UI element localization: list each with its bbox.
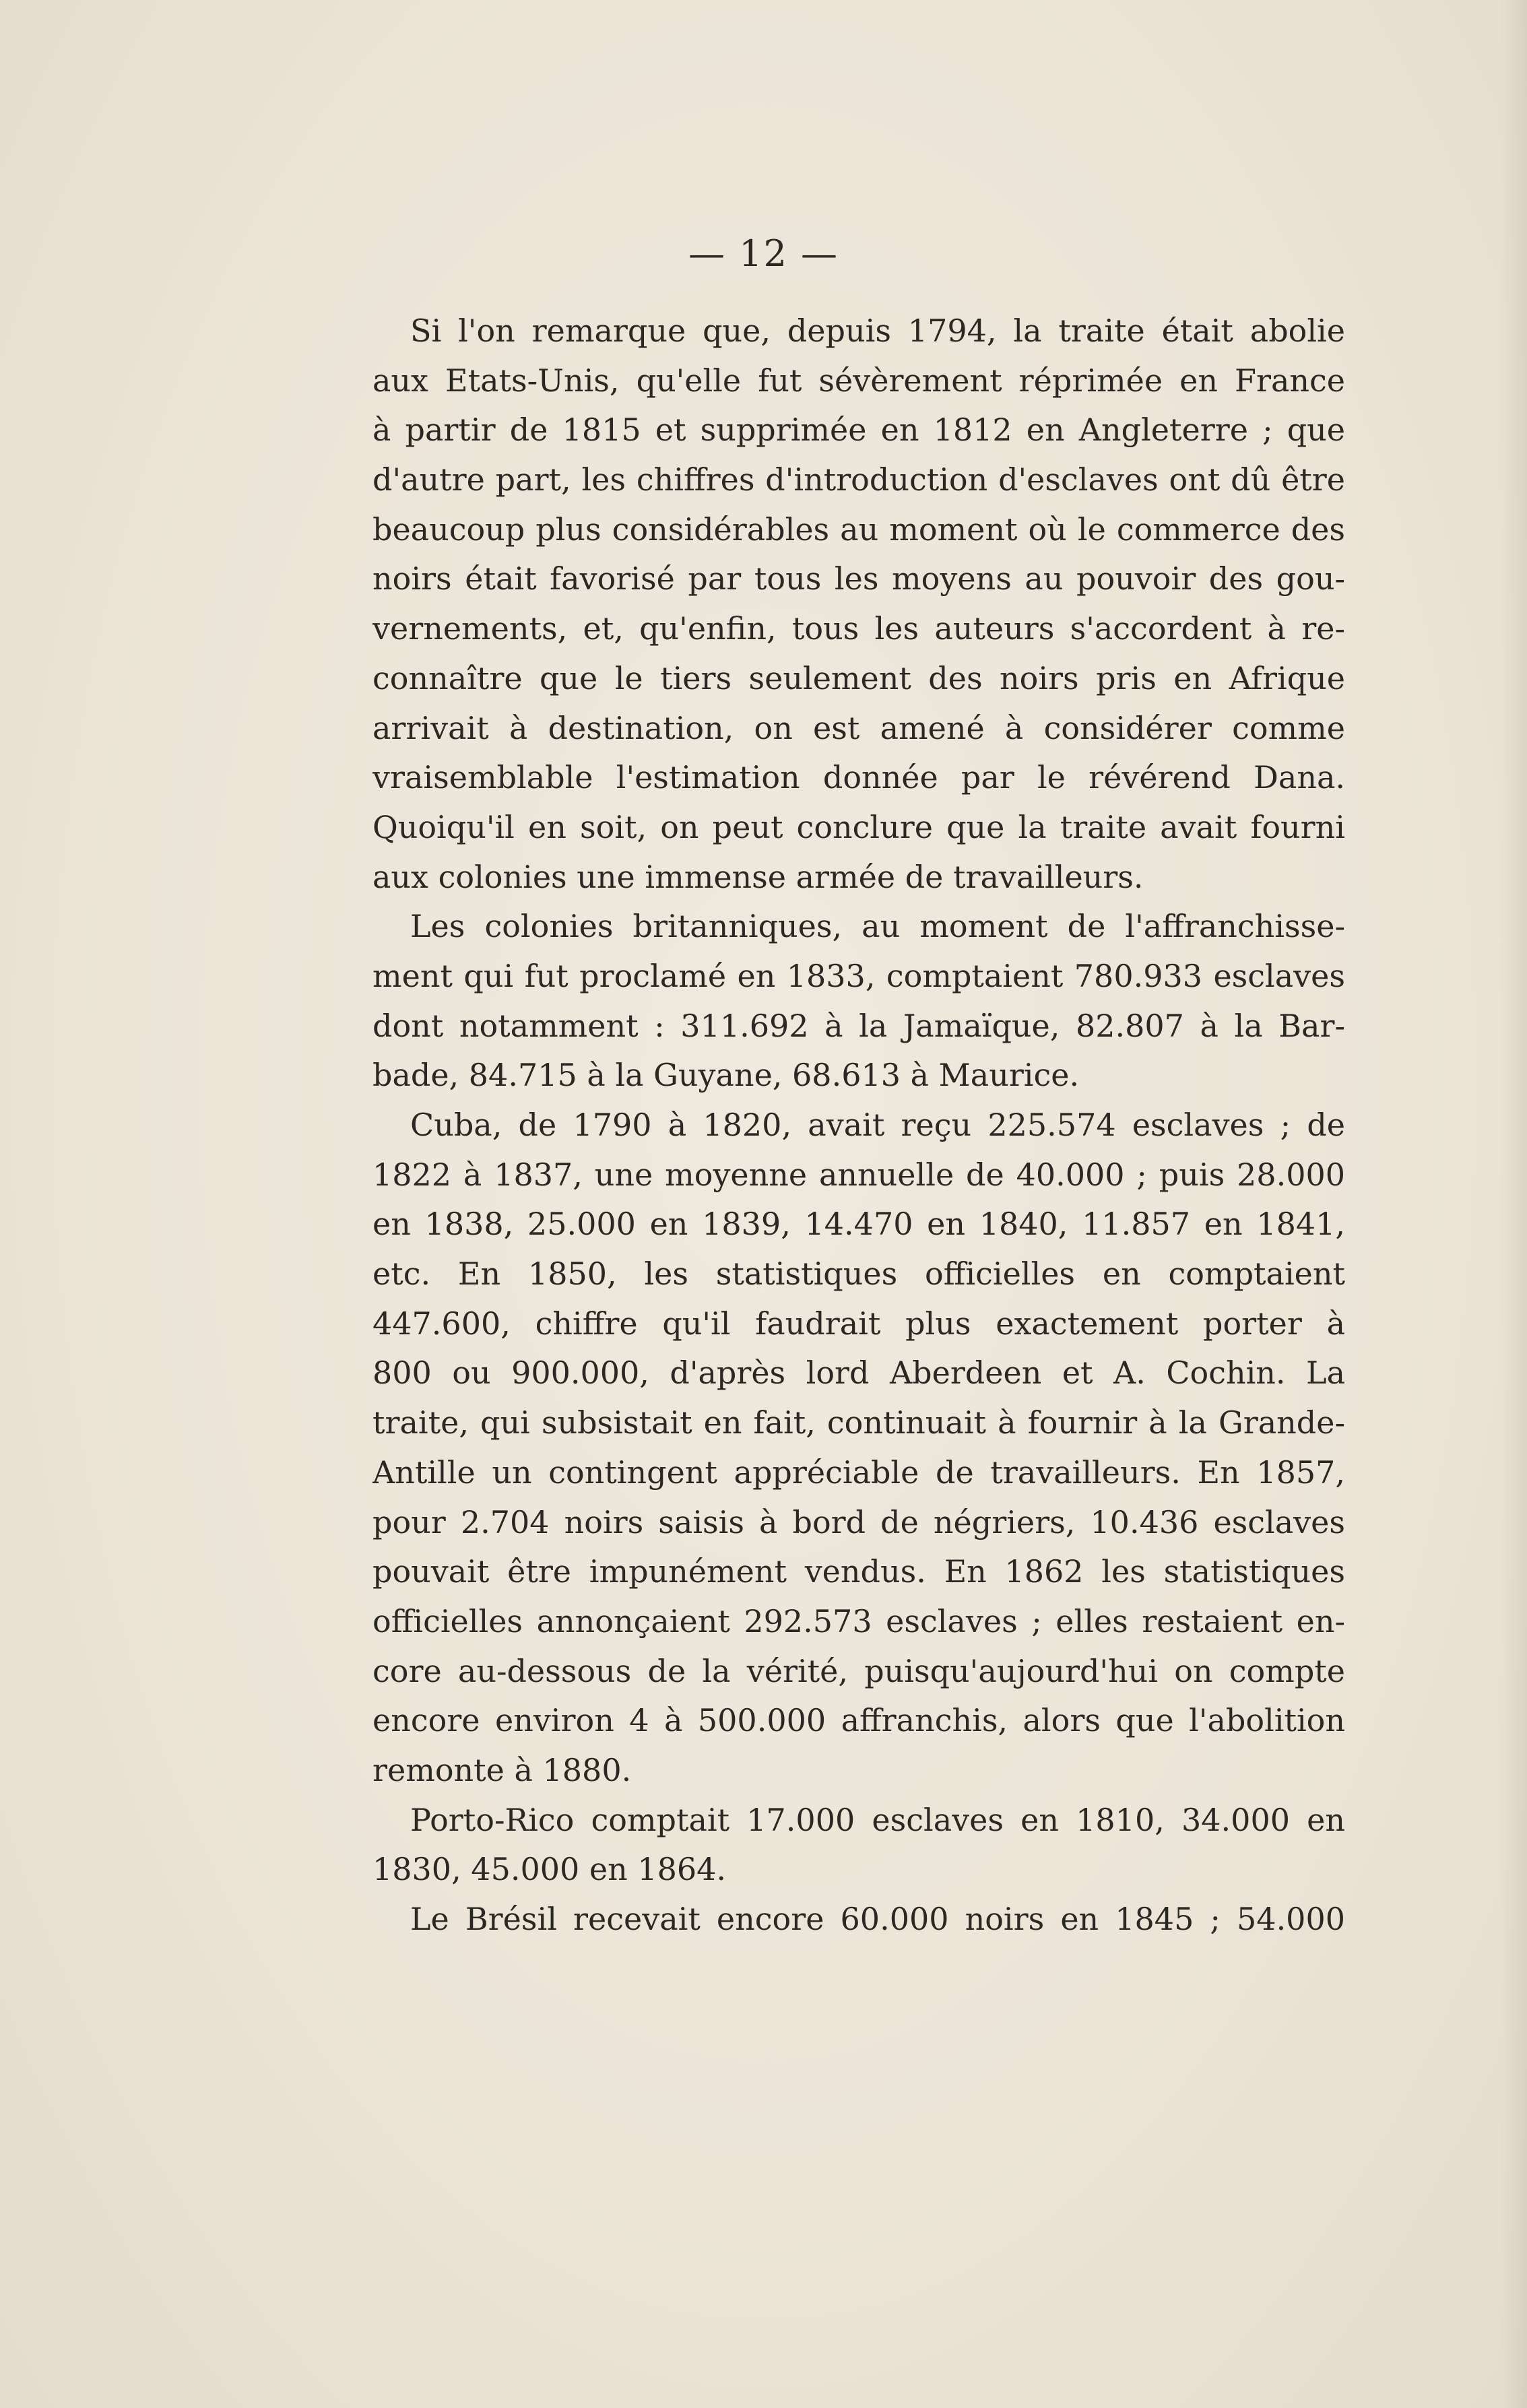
text-line: arrivait à destination, on est amené à considérer comme bbox=[372, 709, 1345, 746]
text-line: Porto-Rico comptait 17.000 esclaves en 1810, 34.000 en bbox=[410, 1801, 1345, 1838]
text-line: 1822 à 1837, une moyenne annuelle de 40.000 ; puis 28.000 bbox=[372, 1156, 1345, 1193]
text-line: Si l'on remarque que, depuis 1794, la traite était abolie bbox=[410, 313, 1345, 349]
text-line: bade, 84.715 à la Guyane, 68.613 à Maurice. bbox=[372, 1057, 1080, 1094]
text-line: core au-dessous de la vérité, puisqu'aujourd'hui on compte bbox=[372, 1652, 1345, 1689]
text-line: pour 2.704 noirs saisis à bord de négriers, 10.436 esclaves bbox=[372, 1503, 1345, 1540]
page-edge-shadow bbox=[1500, 0, 1527, 2408]
text-line: encore environ 4 à 500.000 affranchis, alors que l'abolition bbox=[372, 1702, 1345, 1739]
text-line: officielles annonçaient 292.573 esclaves ; elles restaient en- bbox=[372, 1602, 1345, 1639]
text-line: vraisemblable l'estimation donnée par le révérend Dana. bbox=[372, 759, 1345, 796]
text-line: traite, qui subsistait en fait, continuait à fournir à la Grande- bbox=[372, 1404, 1345, 1441]
text-line: pouvait être impunément vendus. En 1862 les statistiques bbox=[372, 1553, 1345, 1590]
text-line: Le Brésil recevait encore 60.000 noirs en 1845 ; 54.000 bbox=[410, 1901, 1345, 1937]
text-line: etc. En 1850, les statistiques officielles en comptaient bbox=[372, 1256, 1345, 1293]
text-line: en 1838, 25.000 en 1839, 14.470 en 1840, 11.857 en 1841, bbox=[372, 1206, 1345, 1243]
text-line: Antille un contingent appréciable de travailleurs. En 1857, bbox=[372, 1454, 1345, 1491]
page-number: — 12 — bbox=[688, 232, 839, 275]
text-line: remonte à 1880. bbox=[372, 1751, 632, 1788]
text-line: beaucoup plus considérables au moment où le commerce des bbox=[372, 511, 1345, 548]
text-line: à partir de 1815 et supprimée en 1812 en Angleterre ; que bbox=[372, 412, 1345, 449]
text-line: Les colonies britanniques, au moment de l'affranchisse- bbox=[410, 908, 1345, 945]
text-line: 800 ou 900.000, d'après lord Aberdeen et A. Cochin. La bbox=[372, 1355, 1345, 1392]
text-line: vernements, et, qu'enfin, tous les auteurs s'accordent à re- bbox=[372, 610, 1345, 647]
text-line: Quoiqu'il en soit, on peut conclure que la traite avait fourni bbox=[372, 808, 1345, 845]
text-line: aux Etats-Unis, qu'elle fut sévèrement réprimée en France bbox=[372, 362, 1345, 399]
text-line: 1830, 45.000 en 1864. bbox=[372, 1851, 727, 1888]
text-line: noirs était favorisé par tous les moyens au pouvoir des gou- bbox=[372, 560, 1345, 597]
text-line: d'autre part, les chiffres d'introduction d'esclaves ont dû être bbox=[372, 461, 1345, 498]
text-line: aux colonies une immense armée de travailleurs. bbox=[372, 858, 1144, 895]
text-line: connaître que le tiers seulement des noirs pris en Afrique bbox=[372, 659, 1345, 696]
text-line: 447.600, chiffre qu'il faudrait plus exactement porter à bbox=[372, 1305, 1345, 1342]
text-line: ment qui fut proclamé en 1833, comptaient 780.933 esclaves bbox=[372, 957, 1345, 994]
text-line: dont notamment : 311.692 à la Jamaïque, 82.807 à la Bar- bbox=[372, 1007, 1345, 1044]
body-text bbox=[372, 306, 1345, 1945]
text-line: Cuba, de 1790 à 1820, avait reçu 225.574 esclaves ; de bbox=[410, 1107, 1345, 1143]
